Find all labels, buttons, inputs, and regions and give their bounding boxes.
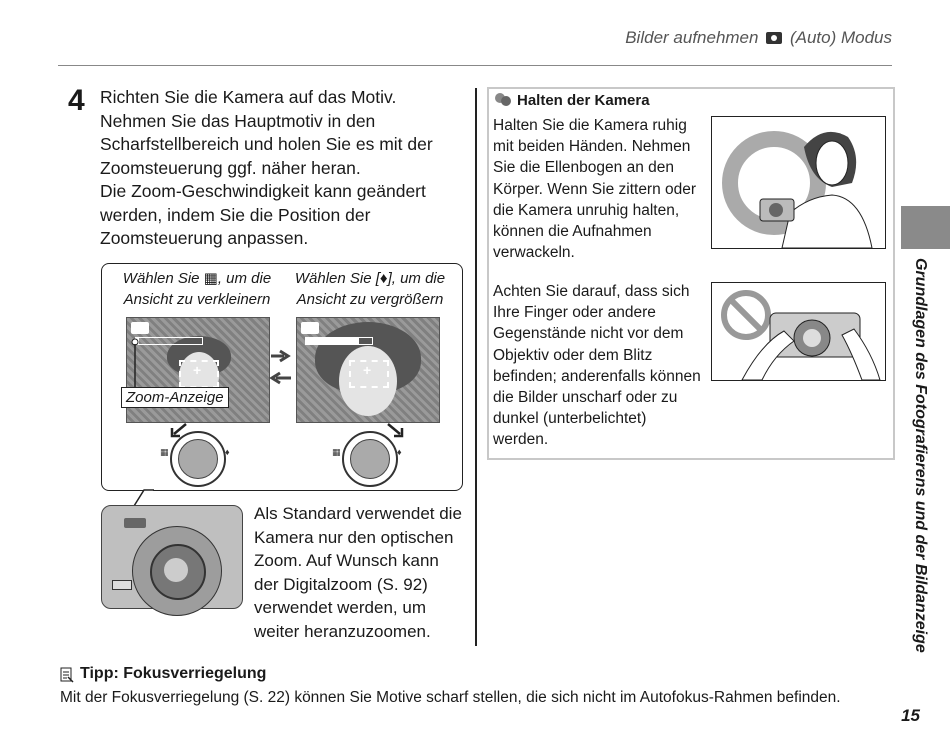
note-icon: [60, 667, 74, 683]
wide-icon: ▦: [160, 447, 169, 457]
preview-photo-tele: +: [296, 317, 440, 423]
zoom-indicator-label: Zoom-Anzeige: [121, 387, 229, 408]
header-title-before: Bilder aufnehmen: [625, 28, 759, 47]
step-paragraph-2: Die Zoom-Geschwindigkeit kann geändert werden, indem Sie die Position der Zoomsteuerung anpassen.: [100, 181, 426, 248]
zoom-direction-arrows: [268, 348, 294, 388]
tip-title: Halten der Kamera: [517, 92, 650, 109]
side-tab-text: Grundlagen des Fotografierens und der Bildanzeige: [912, 258, 929, 653]
column-divider: [475, 88, 477, 646]
tele-icon: ♦: [397, 447, 402, 457]
step-title: Richten Sie die Kamera auf das Motiv.: [100, 87, 397, 107]
tip-icon: [493, 91, 513, 111]
tip-body-1: Halten Sie die Kamera ruhig mit beiden Händen. Nehmen Sie die Ellenbogen an den Körper. Wenn Sie zittern oder die Kamera unruhig halten, können die Aufnahmen verwackeln.: [493, 117, 697, 262]
step-text: [100, 86, 460, 251]
page-header: [560, 28, 892, 48]
arrow-left-icon: [168, 420, 188, 438]
zoom-lever-wide: [170, 431, 226, 487]
side-tab-label: [907, 258, 931, 678]
step-paragraph-1: Nehmen Sie das Hauptmotiv in den Scharfstellbereich und holen Sie es mit der Zoomsteuerung ggf. näher heran.: [100, 110, 433, 178]
hint-title: Tipp: Fokusverriegelung: [80, 665, 267, 682]
header-title-after: (Auto) Modus: [789, 28, 892, 47]
tip-body-2: Achten Sie darauf, dass sich Ihre Finger oder andere Gegenstände nicht vor dem Objektiv oder dem Blitz befinden; anderenfalls können die Bilder unscharf oder zu dunkel (unterbelichtet) werden.: [493, 283, 701, 449]
step-number: 4: [68, 84, 85, 117]
zoom-bar: [305, 337, 373, 345]
caption-zoom-out: Wählen Sie ▦, um die Ansicht zu verkleinern: [122, 270, 272, 308]
arrow-right-icon: [386, 420, 406, 438]
camera-illustration: [101, 505, 243, 609]
page-number: 15: [901, 706, 920, 725]
wide-icon: ▦: [332, 447, 341, 457]
standard-zoom-text: Als Standard verwendet die Kamera nur den optischen Zoom. Auf Wunsch kann der Digitalzoom (S. 92) verwendet werden, um weiter heranzuzoomen.: [254, 504, 462, 641]
tele-icon: ♦: [225, 447, 230, 457]
side-tab-marker: [901, 206, 950, 249]
preview-photo-wide: +: [126, 317, 270, 423]
illustration-holding-camera: [711, 116, 886, 249]
zoom-indicator-leader: [128, 338, 148, 390]
hint-text: Mit der Fokusverriegelung (S. 22) können Sie Motive scharf stellen, die sich nicht im Autofokus-Rahmen befinden.: [60, 689, 841, 706]
camera-mode-icon: [766, 32, 782, 44]
illustration-fingers-blocking: [711, 282, 886, 381]
camera-mode-icon: [131, 322, 149, 334]
caption-zoom-in: Wählen Sie [♦], um die Ansicht zu vergrößern: [294, 270, 446, 308]
header-rule: [58, 65, 892, 66]
zoom-lever-tele: [342, 431, 398, 487]
camera-mode-icon: [301, 322, 319, 334]
